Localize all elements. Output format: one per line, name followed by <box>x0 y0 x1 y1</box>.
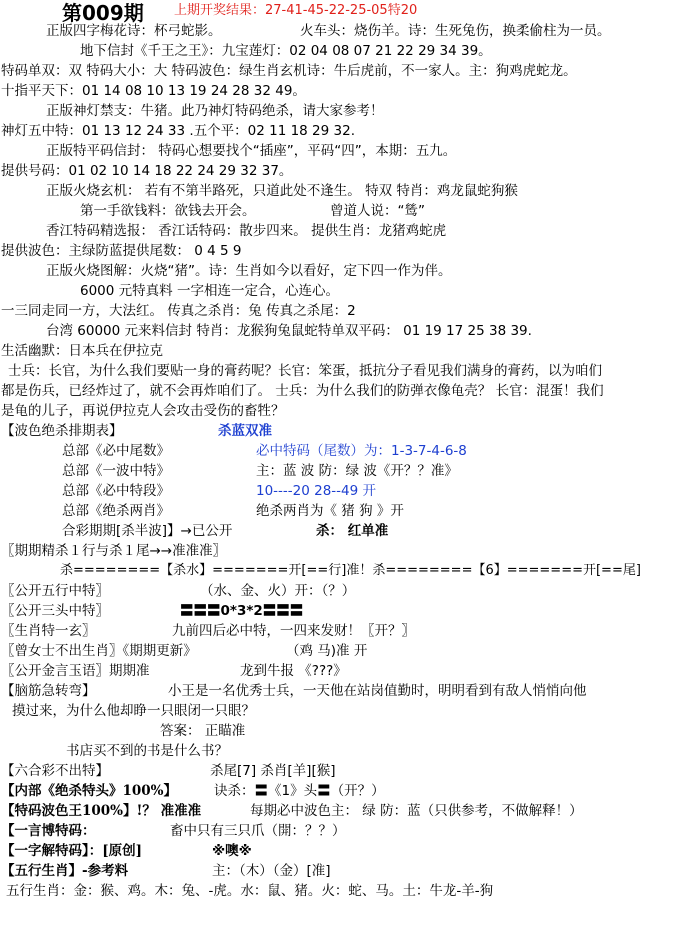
text-line: 五行生肖：金：猴、鸡。木：兔、-虎。水：鼠、猪。火：蛇、马。土：牛龙-羊-狗 <box>6 883 494 899</box>
text-line: 正版火烧图解：火烧“猪”。诗：生肖如今以看好，定下四一作为伴。 <box>46 263 452 279</box>
text-line: 十指平天下：01 14 08 10 13 19 24 28 32 49。 <box>1 83 306 99</box>
text-line: 书店买不到的书是什么书？ <box>66 743 228 759</box>
section-heading: 【一字解特码】：[原创] <box>1 843 143 859</box>
text-line: 诀杀：〓《1》头〓（开？） <box>214 783 385 799</box>
text-line: 畜中只有三只爪（開：？？） <box>170 823 346 839</box>
text-line: 正版四字梅花诗：杯弓蛇影。 <box>46 23 222 39</box>
text-line: 10----20 28--49 开 <box>256 483 377 499</box>
highlight-text: 杀蓝双准 <box>218 423 272 439</box>
text-line: 主：（木）（金）[准] <box>212 863 331 879</box>
text-line: 台湾 60000 元来料信封 特肖：龙猴狗兔鼠蛇特单双平码： 01 19 17 25 38 39. <box>46 323 532 339</box>
text-line: 正版火烧玄机： 若有不第半路死，只道此处不逢生。 特双 特肖：鸡龙鼠蛇狗猴 <box>46 183 518 199</box>
text-line: 生活幽默：日本兵在伊拉克 <box>1 343 163 359</box>
section-heading: 【波色绝杀排期表】 <box>1 423 123 439</box>
text-line: 〓〓〓0*3*2〓〓〓 <box>180 603 304 619</box>
text-line: 总部《必中尾数》 <box>62 443 170 459</box>
section-heading: 〖公开金言玉语〗期期准 <box>1 663 150 679</box>
section-heading: 【一言博特码： <box>1 823 96 839</box>
text-line: （水、金、火）开：（？） <box>200 583 356 599</box>
section-heading: 〖曾女士不出生肖〗《期期更新》 <box>1 643 197 659</box>
text-line: （鸡 马)准 开 <box>286 643 368 659</box>
text-line: 提供号码：01 02 10 14 18 22 24 29 32 37。 <box>1 163 293 179</box>
text-line: 龙到牛报 《???》 <box>240 663 347 679</box>
text-line: 小王是一名优秀士兵，一天他在站岗值勤时，明明看到有敌人悄悄向他 <box>168 683 587 699</box>
highlight-text: 杀： 红单准 <box>316 523 389 539</box>
text-line: 香江特码精选报： 香江话特码：散步四来。 提供生肖：龙猪鸡蛇虎 <box>46 223 447 239</box>
text-line: 绝杀两肖为《 猪 狗 》开 <box>256 503 404 519</box>
text-line: 是龟的儿子，再说伊拉克人会攻击受伤的畜牲？ <box>1 403 285 419</box>
text-line: 每期必中波色主： 绿 防：蓝（只供参考，不做解释！） <box>250 803 583 819</box>
text-line: 第一手欲钱料：欲钱去开会。 <box>80 203 256 219</box>
text-line: 提供波色：主绿防蓝提供尾数： 0 4 5 9 <box>1 243 242 259</box>
text-line: 杀========【杀水】=======开[==行]准！杀========【6】=======开[==尾] <box>60 563 641 578</box>
section-heading: 〖生肖特一玄〗 <box>1 623 96 639</box>
text-line: 〖期期精杀１行与杀１尾→→准准准〗 <box>1 543 227 559</box>
text-line: 地下信封《千王之王》：九宝莲灯：02 04 08 07 21 22 29 34 39。 <box>80 43 492 59</box>
last-draw-result: 上期开奖结果：27-41-45-22-25-05特20 <box>174 3 418 18</box>
text-line: 总部《一波中特》 <box>62 463 170 479</box>
text-line: 士兵：长官，为什么我们要贴一身的膏药呢？长官：笨蛋，抵抗分子看见我们满身的膏药，以为咱们 <box>8 363 602 379</box>
text-line: 合彩期期[杀半波]】→已公开 <box>62 523 233 539</box>
text-line: 九前四后必中特，一四来发财！〖开？〗 <box>172 623 415 639</box>
issue-title: 第009期 <box>62 1 144 25</box>
section-heading: 【特码波色王100%】!？ 准准准 <box>1 803 202 819</box>
text-line: 一三同走同一方，大法红。 传真之杀肖：兔 传真之杀尾：2 <box>1 303 356 319</box>
text-line: 杀尾[7] 杀肖[羊][猴] <box>210 763 336 779</box>
text-line: 主：蓝 波 防：绿 波《开？？准》 <box>256 463 458 479</box>
text-line: 都是伤兵，已经炸过了，就不会再炸咱们了。 士兵：为什么我们的防弹衣像龟壳？ 长官：混蛋！我们 <box>1 383 604 399</box>
text-line: 答案： 正瞄准 <box>160 723 246 739</box>
text-line: 正版特平码信封： 特码心想要找个“插座”，平码“四”，本期：五九。 <box>46 143 457 159</box>
section-heading: 【五行生肖】-参考料 <box>1 863 129 879</box>
text-line: 特码单双：双 特码大小：大 特码波色：绿生肖玄机诗：牛后虎前，不一家人。主：狗鸡虎蛇龙。 <box>1 63 577 79</box>
text-line: 必中特码（尾数）为：1-3-7-4-6-8 <box>256 443 467 459</box>
text-line: 正版神灯禁支：牛猪。此乃神灯特码绝杀，请大家参考！ <box>46 103 384 119</box>
text-line: 总部《必中特段》 <box>62 483 170 499</box>
text-line: 火车头：烧伤羊。诗：生死兔伤，换柔偷柱为一员。 <box>300 23 611 39</box>
section-heading: 【脑筋急转弯】 <box>1 683 96 699</box>
section-heading: 【内部《绝杀特头》100%】 <box>1 783 178 799</box>
section-heading: 〖公开五行中特〗 <box>1 583 109 599</box>
text-line: 曾道人说：“鸶” <box>330 203 425 219</box>
text-line: ※噢※ <box>212 843 252 859</box>
text-line: 总部《绝杀两肖》 <box>62 503 170 519</box>
section-heading: 【六合彩不出特】 <box>1 763 109 779</box>
section-heading: 〖公开三头中特〗 <box>1 603 109 619</box>
text-line: 神灯五中特：01 13 12 24 33 .五个平：02 11 18 29 32. <box>1 123 355 139</box>
text-line: 6000 元特真料 一字相连一定合，心连心。 <box>80 283 339 299</box>
text-line: 摸过来，为什么他却睁一只眼闭一只眼？ <box>12 703 255 719</box>
